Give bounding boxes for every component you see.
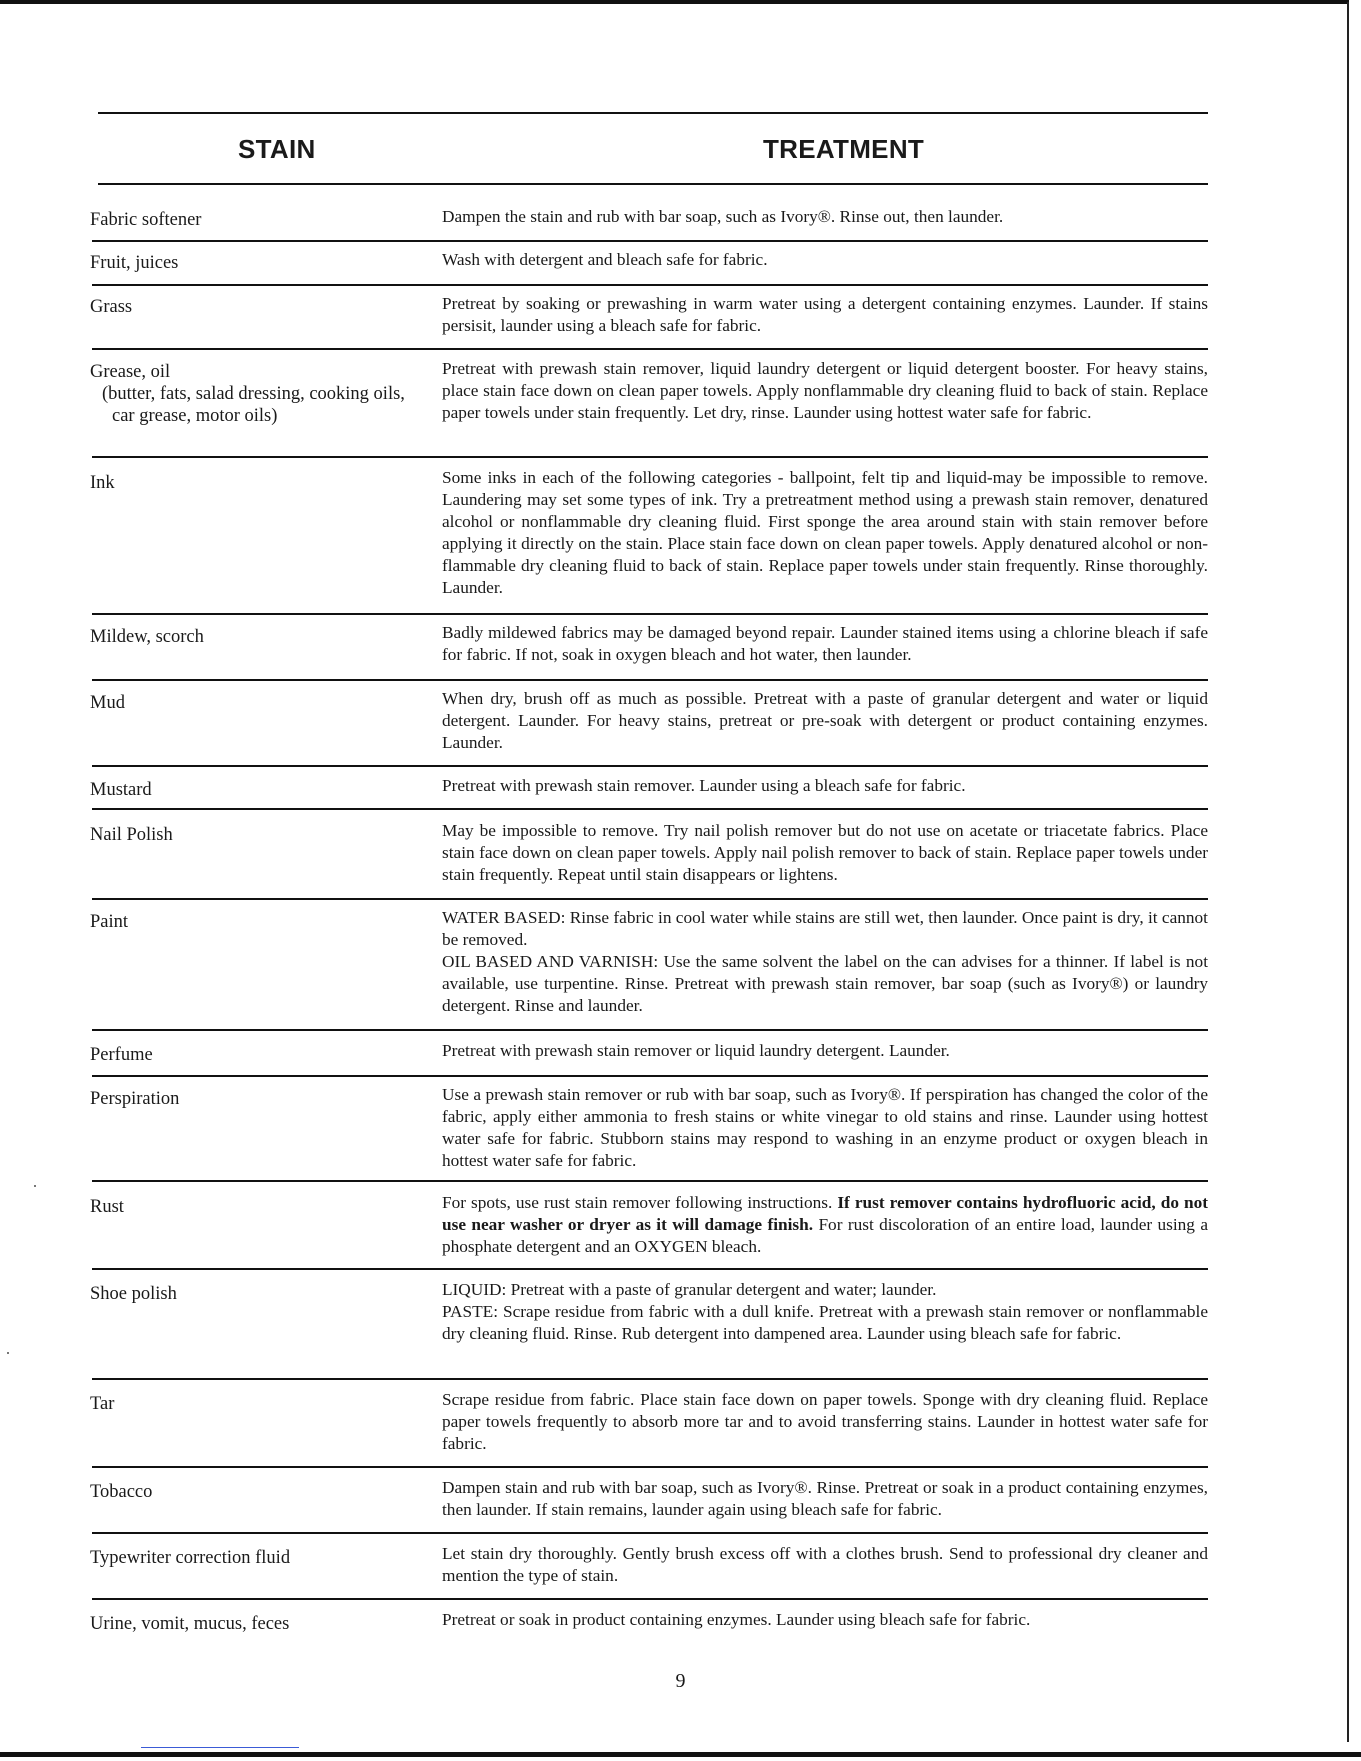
treatment-paragraph: PASTE: Scrape residue from fabric with a dull knife. Pretreat with a prewash stain remover or nonflammable dry cleaning fluid. Rinse. Rub detergent into dampened area. Launder using bleach safe for fabric. — [442, 1302, 1208, 1343]
treatment-text: May be impossible to remove. Try nail polish remover but do not use on acetate or triacetate fabrics. Place stain face down on clean paper towels. Apply nail polish remover to back of stain. Replace paper towels under stain frequently. Repeat until stain disappears or lightens. — [442, 821, 1208, 884]
row-divider — [92, 1029, 1208, 1031]
scan-border-right — [1347, 2, 1349, 1742]
stain-name: Grass — [90, 297, 133, 317]
row-divider — [92, 1268, 1208, 1270]
treatment-text: Badly mildewed fabrics may be damaged beyond repair. Launder stained items using a chlorine bleach if safe for fabric. If not, soak in oxygen bleach and hot water, then launder. — [442, 623, 1208, 664]
scan-speck — [34, 1185, 36, 1187]
stain-name: Mildew, scorch — [90, 627, 204, 647]
treatment-warning: If rust remover contains hydrofluoric acid, do not use near washer or dryer as it will damage finish. — [442, 1193, 1208, 1234]
treatment-paragraph: OIL BASED AND VARNISH: Use the same solvent the label on the can advises for a thinner. If label is not available, use turpentine. Rinse. Pretreat with prewash stain remover, bar soap (such as Ivory®) or laundry detergent. Rinse and launder. — [442, 952, 1208, 1015]
row-divider — [92, 1466, 1208, 1468]
treatment-text: Pretreat with prewash stain remover or liquid laundry detergent. Launder. — [442, 1041, 950, 1060]
treatment-text: Some inks in each of the following categories - ballpoint, felt tip and liquid-may be impossible to remove. Laundering may set some types of ink. Try a pretreatment method using a prewash stain remover, denatured alcohol or nonflammable dry cleaning fluid. First sponge the area around stain with stain remover before applying it directly on the stain. Place stain face down on clean paper towels. Apply denatured alcohol or non-flammable dry cleaning fluid to back of stain. Replace paper towels under stain frequently. Rinse thoroughly. Launder. — [442, 468, 1208, 597]
stain-name: Urine, vomit, mucus, feces — [90, 1614, 290, 1634]
row-divider — [92, 679, 1208, 681]
treatment-column-header: TREATMENT — [763, 134, 925, 164]
treatment-segment: For spots, use rust stain remover following instructions. — [442, 1193, 838, 1212]
stain-name: Nail Polish — [90, 825, 173, 845]
stain-name: Paint — [90, 912, 129, 932]
scan-border-top — [0, 0, 1349, 4]
stain-name: Ink — [90, 473, 115, 493]
treatment-text — [442, 1192, 1208, 1258]
stain-name: Mud — [90, 693, 125, 713]
row-divider — [92, 1532, 1208, 1534]
stain-name: Tar — [90, 1394, 115, 1414]
stain-name: Rust — [90, 1197, 124, 1217]
treatment-text — [442, 907, 1208, 1017]
page-number: 9 — [675, 1670, 686, 1692]
header-rule-bottom — [98, 183, 1208, 185]
scan-artifact-line — [141, 1747, 299, 1748]
stain-name: Mustard — [90, 780, 152, 800]
stain-name: Tobacco — [90, 1482, 153, 1502]
stain-note: (butter, fats, salad dressing, cooking oils, car grease, motor oils) — [102, 384, 405, 426]
treatment-text: Scrape residue from fabric. Place stain face down on paper towels. Sponge with dry cleaning fluid. Replace paper towels frequently to absorb more tar and to avoid transferring stains. Launder in hottest water safe for fabric. — [442, 1390, 1208, 1453]
treatment-text: Pretreat with prewash stain remover. Launder using a bleach safe for fabric. — [442, 776, 966, 795]
row-divider — [92, 808, 1208, 810]
stain-name: Perfume — [90, 1045, 153, 1065]
treatment-text: Pretreat or soak in product containing enzymes. Launder using bleach safe for fabric. — [442, 1610, 1031, 1629]
row-divider — [92, 1075, 1208, 1077]
treatment-text: Pretreat by soaking or prewashing in warm water using a detergent containing enzymes. Launder. If stains persisit, launder using a bleach safe for fabric. — [442, 294, 1208, 335]
treatment-text: Use a prewash stain remover or rub with bar soap, such as Ivory®. If perspiration has changed the color of the fabric, apply either ammonia to fresh stains or white vinegar to old stains and rinse. Launder using hottest water safe for fabric. Stubborn stains may respond to washing in an enzyme product or oxygen bleach in hottest water safe for fabric. — [442, 1085, 1208, 1170]
stain-name: Typewriter correction fluid — [90, 1548, 291, 1568]
row-divider — [92, 348, 1208, 350]
stain-label: Grease, oil — [90, 362, 171, 382]
treatment-text: Dampen stain and rub with bar soap, such as Ivory®. Rinse. Pretreat or soak in a product containing enzymes, then launder. If stain remains, launder again using bleach safe for fabric. — [442, 1478, 1208, 1519]
treatment-paragraph: WATER BASED: Rinse fabric in cool water while stains are still wet, then launder. Once paint is dry, it cannot be removed. — [442, 908, 1208, 949]
stain-name: Shoe polish — [90, 1284, 177, 1304]
row-divider — [92, 1378, 1208, 1380]
row-divider — [92, 1180, 1208, 1182]
row-divider — [92, 240, 1208, 242]
treatment-segment: For rust discoloration of an entire load, launder using a phosphate detergent and an OXYGEN bleach. — [442, 1215, 1208, 1256]
scan-speck — [7, 1352, 9, 1354]
stain-name — [90, 361, 420, 427]
treatment-text — [442, 1279, 1208, 1345]
treatment-text: Dampen the stain and rub with bar soap, such as Ivory®. Rinse out, then launder. — [442, 207, 1004, 226]
treatment-text: When dry, brush off as much as possible. Pretreat with a paste of granular detergent and water or liquid detergent. Launder. For heavy stains, pretreat or pre-soak with detergent or product containing enzymes. Launder. — [442, 689, 1208, 752]
row-divider — [92, 456, 1208, 458]
header-rule-top — [98, 112, 1208, 114]
row-divider — [92, 284, 1208, 286]
scan-border-bottom — [0, 1752, 1361, 1757]
treatment-text: Let stain dry thoroughly. Gently brush excess off with a clothes brush. Send to professional dry cleaner and mention the type of stain. — [442, 1544, 1208, 1585]
treatment-paragraph: LIQUID: Pretreat with a paste of granular detergent and water; launder. — [442, 1280, 937, 1299]
stain-name: Perspiration — [90, 1089, 180, 1109]
row-divider — [92, 1598, 1208, 1600]
stain-name: Fruit, juices — [90, 253, 179, 273]
row-divider — [92, 765, 1208, 767]
row-divider — [92, 898, 1208, 900]
stain-name: Fabric softener — [90, 210, 202, 230]
treatment-text: Pretreat with prewash stain remover, liquid laundry detergent or liquid detergent booster. For heavy stains, place stain face down on clean paper towels. Apply nonflammable dry cleaning fluid to back of stain. Replace paper towels under stain frequently. Let dry, rinse. Launder using hottest water safe for fabric. — [442, 359, 1208, 422]
row-divider — [92, 613, 1208, 615]
stain-column-header: STAIN — [238, 134, 316, 164]
treatment-text: Wash with detergent and bleach safe for fabric. — [442, 250, 768, 269]
